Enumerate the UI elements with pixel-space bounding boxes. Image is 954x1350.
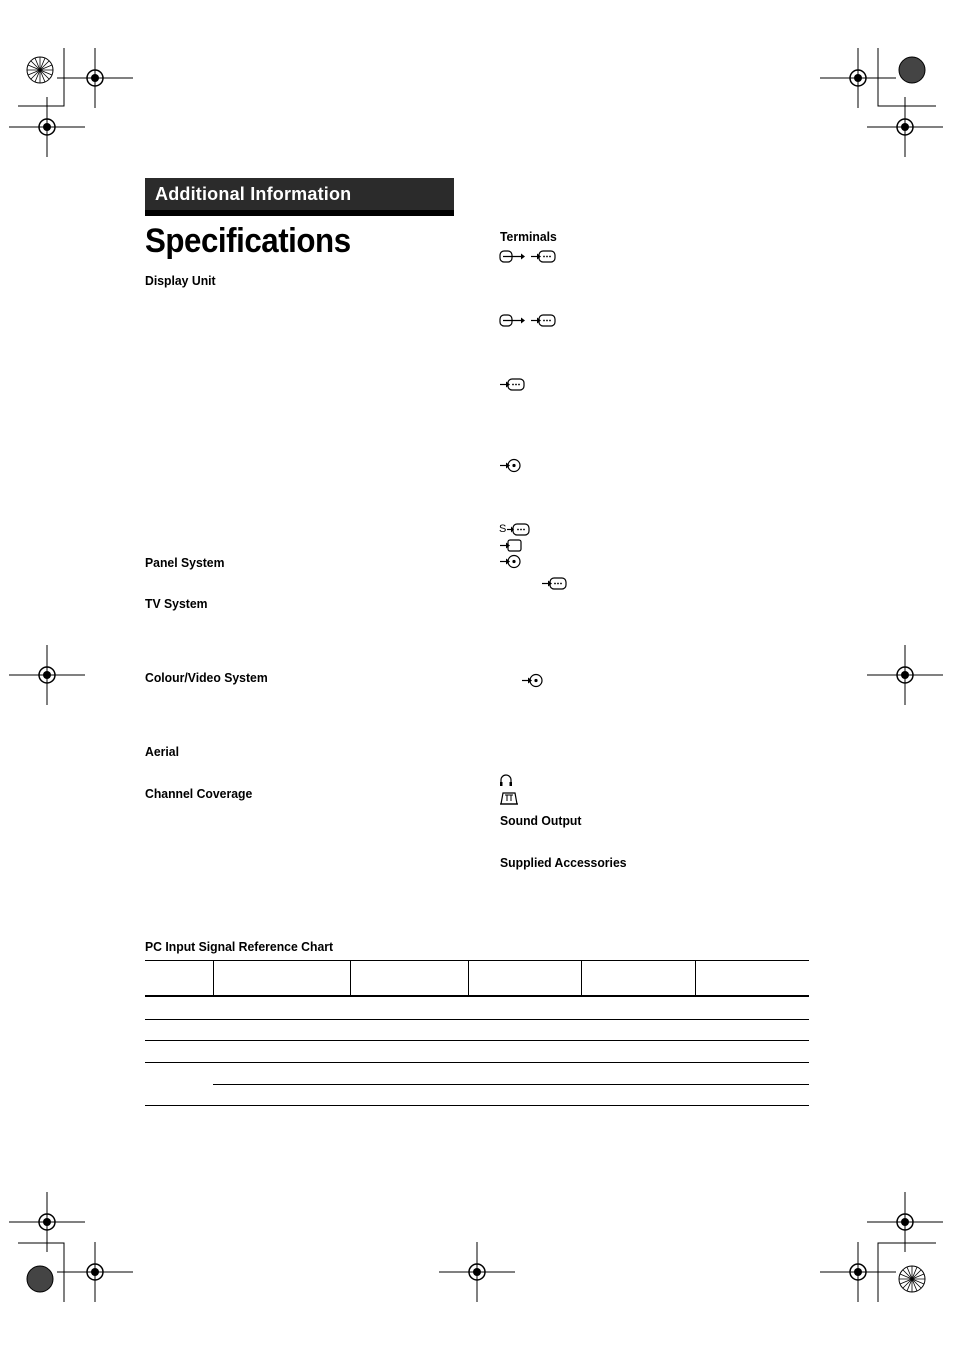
heading-sound-output: Sound Output: [500, 813, 582, 828]
s-video-in-icon: [506, 522, 532, 538]
section-bar: [145, 178, 454, 216]
speaker-out-icon: [499, 790, 521, 806]
component-in-icon: [499, 458, 523, 474]
heading-aerial: Aerial: [145, 744, 179, 759]
monitor-out-icon: [541, 576, 571, 592]
table-row: [145, 1040, 809, 1041]
heading-tv-system: TV System: [145, 596, 208, 611]
section-label: Additional Information: [155, 184, 352, 204]
heading-display-unit: Display Unit: [145, 273, 216, 288]
table-row: [213, 1084, 809, 1085]
video-in-icon: [499, 377, 529, 393]
heading-panel-system: Panel System: [145, 555, 225, 570]
av1-inout-icon: [499, 249, 559, 265]
audio-in-icon: [499, 554, 523, 570]
heading-supplied-accessories: Supplied Accessories: [500, 855, 627, 870]
s-video-label: S: [499, 523, 507, 535]
pc-audio-in-icon: [521, 673, 545, 689]
heading-pc-input-signal-chart: PC Input Signal Reference Chart: [145, 939, 334, 954]
heading-channel-coverage: Channel Coverage: [145, 786, 253, 801]
table-row: [145, 1019, 809, 1020]
heading-colour-video-system: Colour/Video System: [145, 670, 268, 685]
av2-inout-icon: [499, 313, 559, 329]
video-in-square-icon: [499, 538, 525, 554]
table-row: [145, 1105, 809, 1106]
headphones-icon: [499, 774, 513, 788]
page-title: Specifications: [145, 222, 351, 260]
heading-terminals: Terminals: [500, 229, 557, 244]
table-row: [145, 1062, 809, 1063]
